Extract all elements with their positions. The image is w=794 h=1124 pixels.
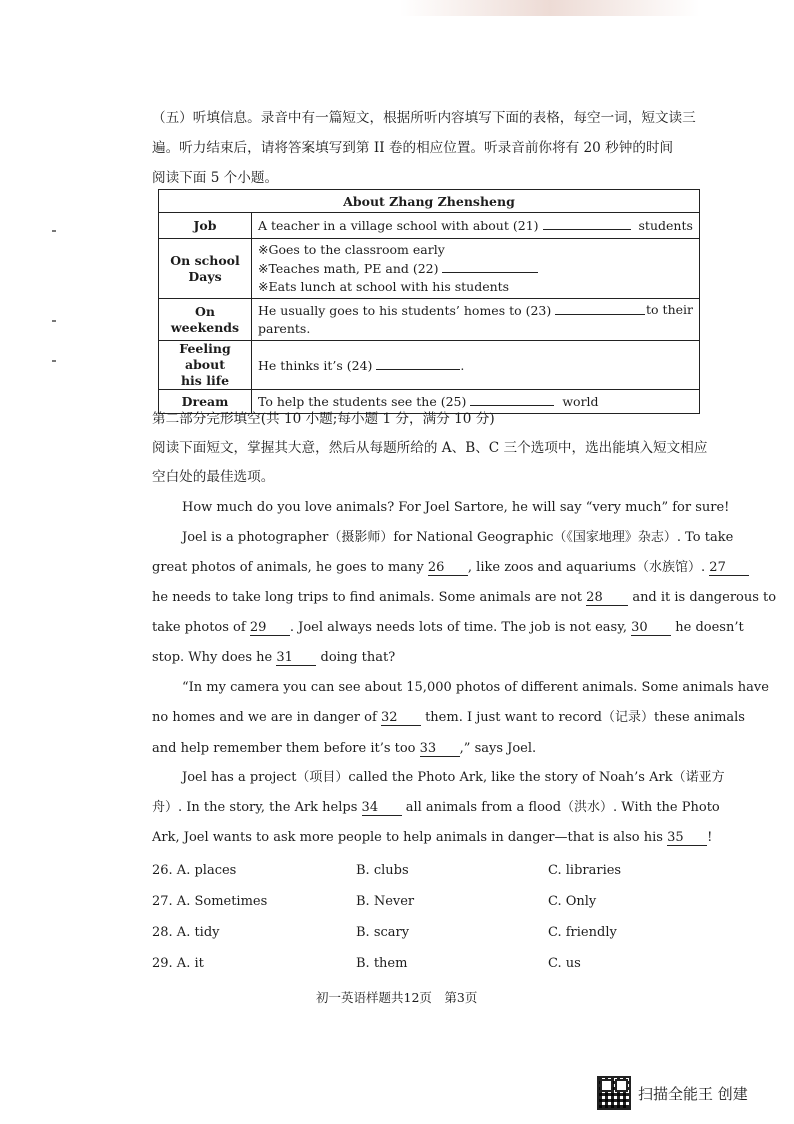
passage-line-3: great photos of animals, he goes to many 26 , like zoos and aquariums（水族馆）. 27 bbox=[152, 558, 718, 578]
blank-34[interactable]: 34 bbox=[362, 800, 402, 816]
passage-line-2: Joel is a photographer（摄影师）for National Geographic（《国家地理》杂志）. To take bbox=[182, 530, 734, 545]
row-content-feeling: He thinks it’s (24) . bbox=[252, 341, 700, 390]
blank-32[interactable]: 32 bbox=[381, 710, 421, 726]
passage-line-9: and help remember them before it’s too 33 ,” says Joel. bbox=[152, 741, 537, 756]
blank-21[interactable] bbox=[543, 216, 631, 230]
option-28-c[interactable]: C. friendly bbox=[548, 925, 617, 940]
margin-mark bbox=[52, 320, 56, 322]
blank-35[interactable]: 35 bbox=[667, 830, 707, 846]
scanner-watermark: 扫描全能王 创建 bbox=[638, 1085, 748, 1103]
instruction-line-3: 阅读下面 5 个小题。 bbox=[152, 170, 279, 186]
option-29-b[interactable]: B. them bbox=[356, 956, 408, 971]
passage-line-8: no homes and we are in danger of 32 them. I just want to record（记录）these animals bbox=[152, 710, 745, 725]
blank-31[interactable]: 31 bbox=[276, 650, 316, 666]
row-content-school-days: ※Goes to the classroom early ※Teaches math, PE and (22) ※Eats lunch at school with his students bbox=[252, 239, 700, 299]
passage-line-1: How much do you love animals? For Joel Sartore, he will say “very much” for sure! bbox=[182, 500, 730, 515]
info-table bbox=[158, 189, 700, 414]
directions-line-2: 空白处的最佳选项。 bbox=[152, 469, 275, 485]
passage-line-5: take photos of 29 . Joel always needs lots of time. The job is not easy, 30 he doesn’t bbox=[152, 620, 744, 635]
scan-smudge bbox=[400, 0, 700, 16]
option-27-b[interactable]: B. Never bbox=[356, 894, 415, 909]
blank-22[interactable] bbox=[442, 259, 538, 273]
blank-27[interactable]: 27 bbox=[709, 560, 749, 576]
instruction-line-1: （五）听填信息。录音中有一篇短文，根据所听内容填写下面的表格，每空一词，短文读三 bbox=[152, 110, 696, 126]
margin-mark bbox=[52, 230, 56, 232]
option-28-a[interactable]: 28. A. tidy bbox=[152, 925, 220, 940]
option-27-c[interactable]: C. Only bbox=[548, 894, 597, 909]
option-26-a[interactable]: 26. A. places bbox=[152, 863, 237, 878]
blank-29[interactable]: 29 bbox=[250, 620, 290, 636]
section-heading: 第二部分完形填空(共 10 小题;每小题 1 分，满分 10 分) bbox=[152, 411, 495, 427]
option-26-b[interactable]: B. clubs bbox=[356, 863, 409, 878]
blank-28[interactable]: 28 bbox=[586, 590, 628, 606]
row-label-feeling: Feeling about his life bbox=[159, 341, 252, 390]
passage-line-7: “In my camera you can see about 15,000 photos of different animals. Some animals have bbox=[182, 680, 769, 695]
instruction-line-2: 遍。听力结束后，请将答案填写到第 II 卷的相应位置。听录音前你将有 20 秒钟的时间 bbox=[152, 140, 674, 156]
passage-line-4: he needs to take long trips to find animals. Some animals are not 28 and it is dangerous to bbox=[152, 590, 777, 605]
page-footer: 初一英语样题共12页 第3页 bbox=[316, 990, 478, 1005]
option-27-a[interactable]: 27. A. Sometimes bbox=[152, 894, 268, 909]
passage-line-11: 舟）. In the story, the Ark helps 34 all animals from a flood（洪水）. With the Photo bbox=[152, 800, 720, 815]
margin-mark bbox=[52, 360, 56, 362]
blank-23[interactable] bbox=[555, 301, 645, 315]
blank-24[interactable] bbox=[376, 356, 460, 370]
row-label-job: Job bbox=[159, 213, 252, 239]
blank-33[interactable]: 33 bbox=[420, 741, 460, 757]
passage-line-12: Ark, Joel wants to ask more people to help animals in danger—that is also his 35 ! bbox=[152, 830, 713, 845]
blank-30[interactable]: 30 bbox=[631, 620, 671, 636]
blank-26[interactable]: 26 bbox=[428, 560, 468, 576]
option-28-b[interactable]: B. scary bbox=[356, 925, 410, 940]
blank-25[interactable] bbox=[470, 392, 554, 406]
option-29-c[interactable]: C. us bbox=[548, 956, 581, 971]
row-content-job: A teacher in a village school with about (21) students bbox=[252, 213, 700, 239]
option-26-c[interactable]: C. libraries bbox=[548, 863, 622, 878]
passage-line-10: Joel has a project（项目）called the Photo Ark, like the story of Noah’s Ark（诺亚方 bbox=[182, 770, 725, 785]
passage-line-6: stop. Why does he 31 doing that? bbox=[152, 650, 396, 665]
directions-line-1: 阅读下面短文，掌握其大意，然后从每题所给的 A、B、C 三个选项中，选出能填入短文相应 bbox=[152, 440, 708, 456]
qr-code-icon bbox=[597, 1076, 631, 1110]
row-label-school-days: On school Days bbox=[159, 239, 252, 299]
row-content-weekends: He usually goes to his students’ homes to (23) to their parents. bbox=[252, 299, 700, 341]
option-29-a[interactable]: 29. A. it bbox=[152, 956, 204, 971]
row-content-dream: To help the students see the (25) world bbox=[252, 390, 700, 414]
row-label-weekends: On weekends bbox=[159, 299, 252, 341]
row-label-dream: Dream bbox=[159, 390, 252, 414]
table-title: About Zhang Zhensheng bbox=[159, 190, 700, 213]
